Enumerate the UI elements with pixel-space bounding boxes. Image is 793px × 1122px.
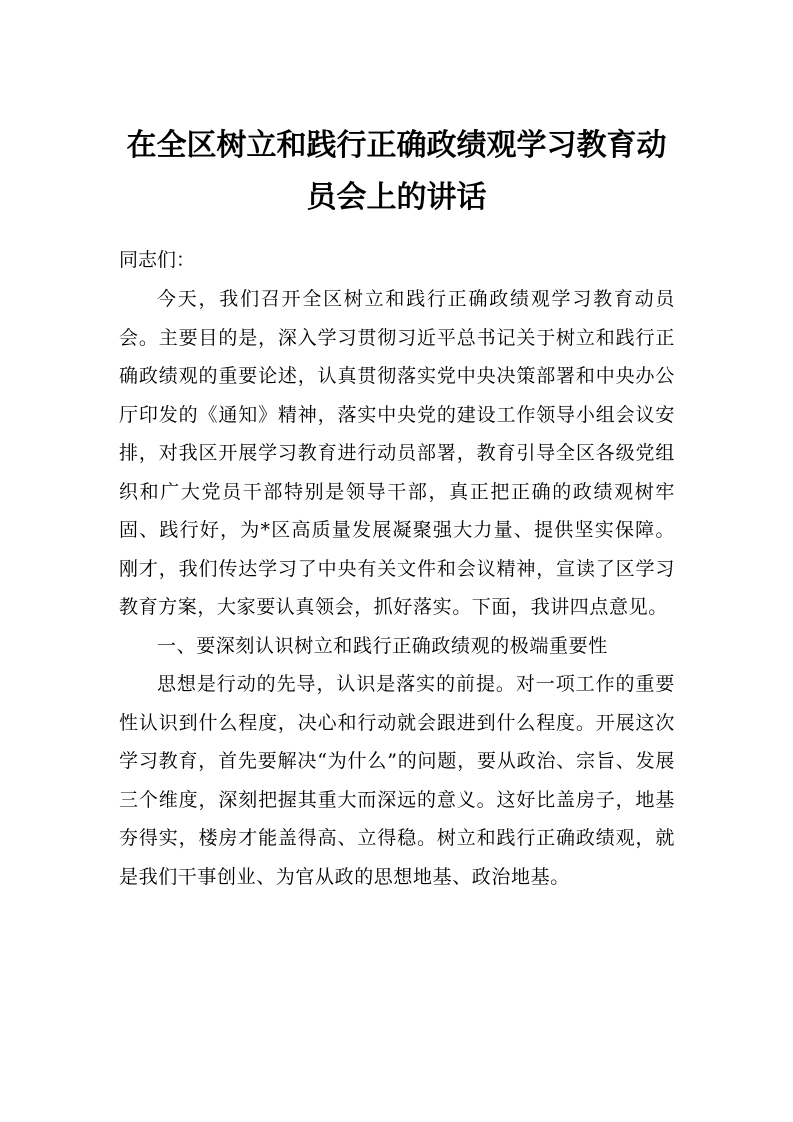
section-heading-1: 一、要深刻认识树立和践行正确政绩观的极端重要性 <box>157 634 608 657</box>
title-line-1: 在全区树立和践行正确政绩观学习教育动 <box>126 128 667 163</box>
salutation: 同志们： <box>119 249 196 271</box>
section-1-paragraph: 思想是行动的先导，认识是落实的前提。对一项工作的重要性认识到什么程度，决心和行动就会跟进到什么程度。开展这次学习教育，首先要解决“为什么”的问题，要从政治、宗旨、发展三个维度，深刻把握其重大而深远的意义。这好比盖房子，地基夯得实，楼房才能盖得高、立得稳。树立和践行正确政绩观，就是我们干事创业、为官从政的思想地基、政治地基。 <box>119 673 675 888</box>
title-line-2: 员会上的讲话 <box>306 180 487 215</box>
document-title <box>100 120 693 224</box>
opening-paragraph: 今天，我们召开全区树立和践行正确政绩观学习教育动员会。主要目的是，深入学习贯彻习近平总书记关于树立和践行正确政绩观的重要论述，认真贯彻落实党中央决策部署和中央办公厅印发的《通知》精神，落实中央党的建设工作领导小组会议安排，对我区开展学习教育进行动员部署，教育引导全区各级党组织和广大党员干部特别是领导干部，真正把正确的政绩观树牢固、践行好，为*区高质量发展凝聚强大力量、提供坚实保障。刚才，我们传达学习了中央有关文件和会议精神，宣读了区学习教育方案，大家要认真领会，抓好落实。下面，我讲四点意见。 <box>119 288 675 618</box>
document-body <box>119 240 675 896</box>
